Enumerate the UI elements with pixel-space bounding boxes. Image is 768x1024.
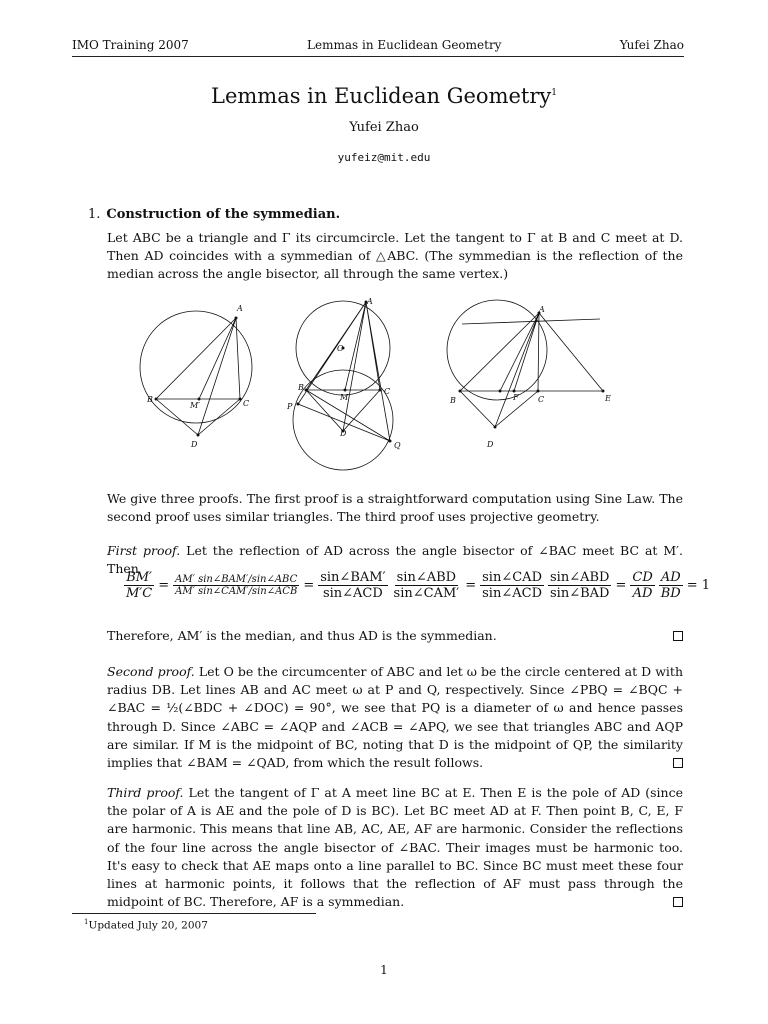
first-proof-text: Let the reflection of AD across the angle bisector of ∠BAC meet BC at M′. Then — [107, 543, 683, 577]
footnote-text: Updated July 20, 2007 — [88, 919, 208, 932]
sine-law-equation: $\frac{BM'}{M'C}$ = AM′ sin∠BAM′/sin∠ABC AM′ sin∠CAM′/sin∠ACB = sin∠BAM′ sin∠ACD sin∠ABD sin∠CAM′ = sin∠CAD sin∠ACD sin∠ABD sin∠BAD = $\frac{CD}{AD}$ $\frac{AD}{BD}$ = 1 — [126, 570, 711, 601]
eq-result: = 1 — [686, 578, 711, 593]
eq-f2-den: AM′ sin∠CAM′/sin∠ACB — [175, 586, 298, 597]
eq-f4-den: sin∠CAM′ — [393, 586, 460, 601]
fig1-label-b: B — [147, 395, 153, 404]
eq-f5-den: sin∠ACD — [482, 586, 542, 601]
eq-f1-den: M′C — [126, 586, 153, 601]
header-left: IMO Training 2007 — [72, 38, 189, 52]
qed-square-icon — [673, 897, 683, 907]
email: yufeiz@mit.edu — [337, 151, 431, 164]
fig3-circumcircle — [447, 300, 547, 400]
eq-f8-den: BD — [660, 586, 681, 601]
section-heading — [88, 207, 340, 222]
second-proof-label: Second proof. — [107, 664, 195, 679]
qed-square-icon — [673, 631, 683, 641]
intro-paragraph: Let ABC be a triangle and Γ its circumcircle. Let the tangent to Γ at B and C meet at D. Then AD coincides with a symmedian of △ABC. (The symmedian is the reflection of the median across the angle bisector, all through the same vertex.) — [107, 230, 683, 282]
fig2-label-q: Q — [394, 441, 401, 450]
fig2-label-b: B — [298, 383, 304, 392]
proofs-intro: We give three proofs. The first proof is a straightforward computation using Sine Law. The second proof uses similar triangles. The third proof uses projective geometry. — [107, 491, 683, 525]
eq-f6-den: sin∠BAD — [550, 586, 610, 601]
fig3-lines — [460, 313, 603, 427]
header-center: Lemmas in Euclidean Geometry — [307, 38, 502, 52]
fig2-label-a: A — [367, 297, 373, 306]
title-footnote-mark: 1 — [551, 88, 557, 98]
section-title: Construction of the symmedian. — [106, 207, 341, 222]
figure-symmedian — [0, 290, 768, 490]
fig1-label-c: C — [243, 399, 250, 408]
fig2-label-p: P — [287, 402, 293, 411]
author: Yufei Zhao — [349, 120, 419, 135]
second-proof — [107, 663, 683, 772]
fig2-lines — [298, 302, 390, 441]
footnote — [84, 918, 208, 932]
header-rule — [72, 56, 684, 57]
eq-f8-num: AD — [660, 570, 681, 585]
fig1-lines — [156, 318, 240, 435]
first-proof-label: First proof. — [107, 543, 181, 558]
fig2-label-m: M — [340, 393, 349, 402]
eq-f4-num: sin∠ABD — [396, 570, 457, 585]
third-proof-label: Third proof. — [107, 785, 184, 800]
eq-f3-den: sin∠ACD — [322, 586, 383, 601]
footnote-rule — [72, 913, 316, 914]
third-proof — [107, 784, 683, 911]
first-proof-conclusion-text: Therefore, AM′ is the median, and thus AD is the symmedian. — [107, 628, 497, 643]
eq-f7-den: AD — [632, 586, 653, 601]
eq-f1-num: BM′ — [126, 570, 153, 585]
fig3-label-e: E — [605, 394, 611, 403]
fig3-label-f: F — [513, 393, 519, 402]
fig1-label-a: A — [237, 304, 243, 313]
eq-f3-num: sin∠BAM′ — [320, 570, 386, 585]
eq-f7-num: CD — [632, 570, 653, 585]
fig3-label-b: B — [450, 396, 456, 405]
second-proof-text: Let O be the circumcenter of ABC and let ω be the circle centered at D with radius DB. Let lines AB and AC meet ω at P and Q, respectively. Since ∠PBQ = ∠BQC + ∠BAC = ½(∠BDC + ∠DOC) = 90°, we see that PQ is a diameter of ω and hence passes through D. Since ∠ABC = ∠AQP and ∠ACB = ∠APQ, we see that triangles ABC and AQP are similar. If M is the midpoint of BC, noting that D is the midpoint of QP, the similarity implies that ∠BAM = ∠QAD, from which the result follows. — [107, 664, 683, 771]
qed-square-icon — [673, 758, 683, 768]
fig1-label-m: M′ — [190, 401, 201, 410]
section-number: 1. — [88, 207, 101, 222]
fig3-label-c: C — [538, 395, 545, 404]
first-proof-conclusion — [107, 627, 683, 645]
fig2-label-c: C — [384, 387, 391, 396]
fig2-label-d: D — [340, 429, 347, 438]
footnote-mark: 1 — [84, 918, 89, 926]
third-proof-text: Let the tangent of Γ at A meet line BC at E. Then E is the pole of AD (since the polar of A is AE and the pole of D is BC). Let BC meet AD at F. Then point B, C, E, F are harmonic. This means that line AB, AC, AE, AF are harmonic. Consider the reflections of the four line across the angle bisector of ∠BAC. Their images must be harmonic too. It's easy to check that AE maps onto a line parallel to BC. Since BC must meet these four lines at harmonic points, it follows that the reflection of AF must pass through the midpoint of BC. Therefore, AF is a symmedian. — [107, 785, 683, 910]
fig2-label-o: O — [337, 344, 344, 353]
eq-f2-num: AM′ sin∠BAM′/sin∠ABC — [175, 574, 298, 585]
eq-f6-num: sin∠ABD — [550, 570, 610, 585]
title-text: Lemmas in Euclidean Geometry — [211, 84, 552, 108]
eq-f5-num: sin∠CAD — [482, 570, 542, 585]
fig3-label-d: D — [487, 440, 494, 449]
fig3-label-a: A — [539, 305, 545, 314]
running-header — [72, 38, 684, 52]
fig1-label-d: D — [191, 440, 198, 449]
page-title — [0, 84, 768, 108]
page-number: 1 — [380, 963, 388, 977]
header-right: Yufei Zhao — [619, 38, 684, 52]
fig2-circle-omega — [293, 370, 393, 470]
